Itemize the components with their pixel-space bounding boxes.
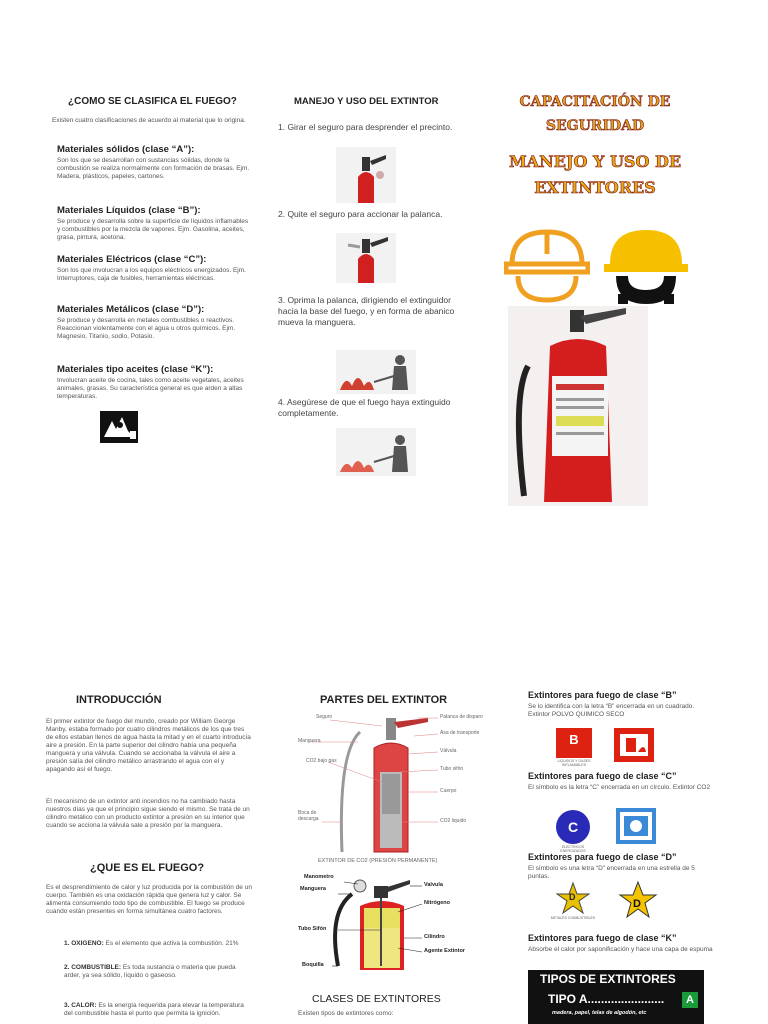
step-3-image: [336, 350, 416, 394]
material-d-text: Se produce y desarrolla en metales combustibles o reactivos. Reaccionan violentamente con el agua u otros químicos. Ejm. Magnesio, Titanio, sodio, Potasio.: [57, 317, 236, 340]
label-asa: Asa de transporte: [440, 730, 480, 736]
parts-diagram: [298, 872, 494, 972]
intro-paragraph-2: El mecanismo de un extintor anti incendios no ha cambiado hasta nuestros días ya que el principio sigue siendo el mismo. Se trata de un cilindro metálico con un producto extintor a presión en su interior que cuando se acciona la válvula sale a presión por la manguera.: [46, 798, 250, 829]
material-b: [57, 205, 252, 242]
intro-paragraph-1: El primer extintor de fuego del mundo, creado por William George Manby, estaba formado por cuatro cilindros metálicos de los que tres de ellos estaban llenos de agua hasta la mitad y en el cuarto introducía aire a presión. En la parte superior del cilindro había una pequeña manguera y una válvula. Cuando se accionaba la válvula el aire a presión salía del cilindro metálico arrastrando el agua con el y apagando así el fuego.: [46, 718, 251, 773]
factor-3-text: Es la energía requerida para elevar la temperatura del combustible hasta el punto que permita la ignición.: [64, 1002, 244, 1017]
cover-line-1: CAPACITACIÓN DE: [519, 94, 671, 110]
tipos-banner: [528, 970, 704, 1024]
material-a: [57, 144, 252, 181]
usage-title: MANEJO Y USO DEL EXTINTOR: [294, 96, 439, 107]
label-tubo-sifon-2: Tubo Sifón: [298, 926, 327, 932]
label-cuerpo: Cuerpo: [440, 788, 457, 794]
hazard-icon: [100, 411, 138, 443]
label-agente: Agente Extintor: [424, 948, 465, 954]
material-k-text: Involucran aceite de cocina, tales como aceite vegetales, aceites animales, grasas. Su característica general es que arden a altas temperaturas.: [57, 377, 244, 400]
factor-2-label: 2. COMBUSTIBLE:: [64, 964, 122, 971]
class-d-star-symbol: [556, 882, 590, 914]
tipo-a-letter: A: [686, 994, 694, 1006]
label-manguera-2: Manguera: [300, 886, 326, 892]
factor-3: [64, 1002, 250, 1022]
factor-3-label: 3. CALOR:: [64, 1002, 97, 1009]
parts-title: PARTES DEL EXTINTOR: [320, 694, 448, 706]
label-tubo-sifon: Tubo sifón: [440, 766, 464, 772]
class-c-letter: C: [567, 819, 579, 835]
label-palanca: Palanca de disparo: [440, 714, 483, 720]
label-seguro: Seguro: [316, 714, 333, 720]
class-b-caption: LIQUIDOS Y GASES INFLAMABLES: [557, 759, 591, 767]
material-a-text: Son los que se desarrollan con sustancias sólidas, donde la combustión se realiza normalmente con formación de brasas. Ejm. Madera, plásticos, papeles, cartones.: [57, 157, 250, 180]
class-k-title: Extintores para fuego de clase “K”: [528, 933, 677, 943]
bottom-page: [40, 680, 730, 1024]
factor-2-text: Es toda sustancia o materia que pueda arder, ya sea sólido, líquido o gaseoso.: [64, 964, 236, 979]
top-page: [40, 86, 730, 516]
material-c-title: Materiales Eléctricos (clase “C”):: [57, 254, 207, 265]
class-b-symbol: [556, 728, 592, 758]
class-d-star-image: [618, 880, 658, 920]
material-d-title: Materiales Metálicos (clase “D”):: [57, 304, 205, 315]
class-b-title: Extintores para fuego de clase “B”: [528, 690, 677, 700]
cover-column: [500, 86, 720, 516]
intro-title: INTRODUCCIÓN: [76, 694, 162, 706]
step-3: 3. Oprima la palanca, dirigiendo el extinguidor hacia la base del fuego, y en forma de abanico mueva la manguera.: [278, 295, 455, 327]
class-k-text: Absorbe el calor por saponificación y hace una capa de espuma: [528, 946, 713, 953]
class-d-text: El símbolo es una letra “D” encerrada en una estrella de 5 puntas.: [528, 865, 695, 880]
material-k: [57, 364, 252, 401]
tipo-a-sub: madera, papel, telas de algodón, etc: [552, 1010, 647, 1016]
label-manometro: Manometro: [304, 874, 334, 880]
step-1: 1. Girar el seguro para desprender el precinto.: [278, 122, 453, 132]
tipo-a-label: TIPO A.......................: [548, 992, 665, 1006]
co2-diagram-caption: EXTINTOR DE CO2 (PRESIÓN PERMANENTE): [318, 858, 438, 864]
cover-line-2: SEGURIDAD: [545, 118, 645, 134]
class-c-title: Extintores para fuego de clase “C”: [528, 771, 677, 781]
class-b-letter: B: [569, 732, 579, 747]
class-b-text: Se lo identifica con la letra “B” encerrada en un cuadrado. Extintor POLVO QUIMICO SECO: [528, 703, 695, 718]
label-boca-descarga: Boca de descarga: [298, 810, 319, 822]
step-2-image: [336, 233, 396, 283]
co2-diagram: [298, 712, 494, 862]
cover-line-3: MANEJO Y USO DE: [508, 152, 682, 171]
cover-line-4: EXTINTORES: [534, 178, 656, 197]
label-co2-bajo-gas: CO2 bajo gas: [306, 758, 337, 764]
label-manguera: Manguera: [298, 738, 321, 744]
class-d-caption: METALES COMBUSTIBLES: [550, 916, 596, 920]
material-c: [57, 254, 252, 283]
label-co2-liquido: CO2 liquido: [440, 818, 467, 824]
material-b-title: Materiales Líquidos (clase “B”):: [57, 205, 201, 216]
clases-text: Existen tipos de extintores como:: [298, 1010, 394, 1017]
classification-title: ¿COMO SE CLASIFICA EL FUEGO?: [68, 96, 237, 107]
class-c-text: El símbolo es la letra “C” encerrada en un círculo. Extintor CO2: [528, 784, 711, 791]
class-c-symbol: [556, 810, 590, 844]
tipos-title: TIPOS DE EXTINTORES: [540, 972, 676, 986]
class-b-image-icon: [614, 728, 654, 762]
class-c-image-icon: [616, 808, 656, 844]
step-4-image: [336, 428, 416, 476]
que-es-text: Es el desprendimiento de calor y luz producida por la combustión de un cuerpo. También es una oxidación rápida que genera luz y calor. Se alimenta consumiendo todo tipo de combustible. El fuego se produce cuando están presentes en forma simultánea cuatro factores.: [46, 884, 252, 915]
class-d-title: Extintores para fuego de clase “D”: [528, 852, 677, 862]
material-c-text: Son los que involucran a los equipos eléctricos energizados. Ejm. Interruptores, caja de fusibles, herramientas eléctricas.: [57, 267, 246, 282]
step-2: 2. Quite el seguro para accionar la palanca.: [278, 209, 443, 219]
label-nitrogeno: Nitrógeno: [424, 900, 450, 906]
material-a-title: Materiales sólidos (clase “A”):: [57, 144, 195, 155]
clases-title: CLASES DE EXTINTORES: [312, 993, 441, 1005]
label-boquilla: Boquilla: [302, 962, 324, 968]
helmet-outline-icon: [504, 226, 590, 306]
tipo-a-badge: [682, 992, 698, 1008]
material-b-text: Se produce y desarrolla sobre la superficie de líquidos inflamables y combustibles por la mezcla de vapores. Ejm. Gasolina, aceites, grasa, pintura, acetona.: [57, 218, 249, 241]
material-d: [57, 304, 252, 341]
label-valvula: Válvula: [440, 748, 457, 754]
svg-text:D: D: [633, 898, 641, 910]
label-cilindro: Cilindro: [424, 934, 445, 940]
factor-1: [64, 940, 250, 948]
que-es-title: ¿QUE ES EL FUEGO?: [90, 862, 205, 874]
factor-1-text: Es el elemento que activa la combustión. 21%: [105, 940, 239, 947]
helmet-gear-icon: [602, 226, 690, 306]
factor-1-label: 1. OXIGENO:: [64, 940, 104, 947]
classification-intro: Existen cuatro clasificaciones de acuerdo al material que lo origina.: [52, 117, 246, 124]
material-k-title: Materiales tipo aceites (clase “K”):: [57, 364, 214, 375]
step-1-image: [336, 147, 396, 203]
extinguisher-image: [508, 306, 648, 506]
class-d-letter: D: [569, 892, 576, 902]
factor-2: [64, 964, 250, 980]
label-valvula-2: Valvula: [424, 882, 443, 888]
class-c-caption: ELECTRICOS ENERGIZADOS: [560, 845, 586, 853]
step-4: 4. Asegúrese de que el fuego haya extinguido completamente.: [278, 397, 451, 418]
